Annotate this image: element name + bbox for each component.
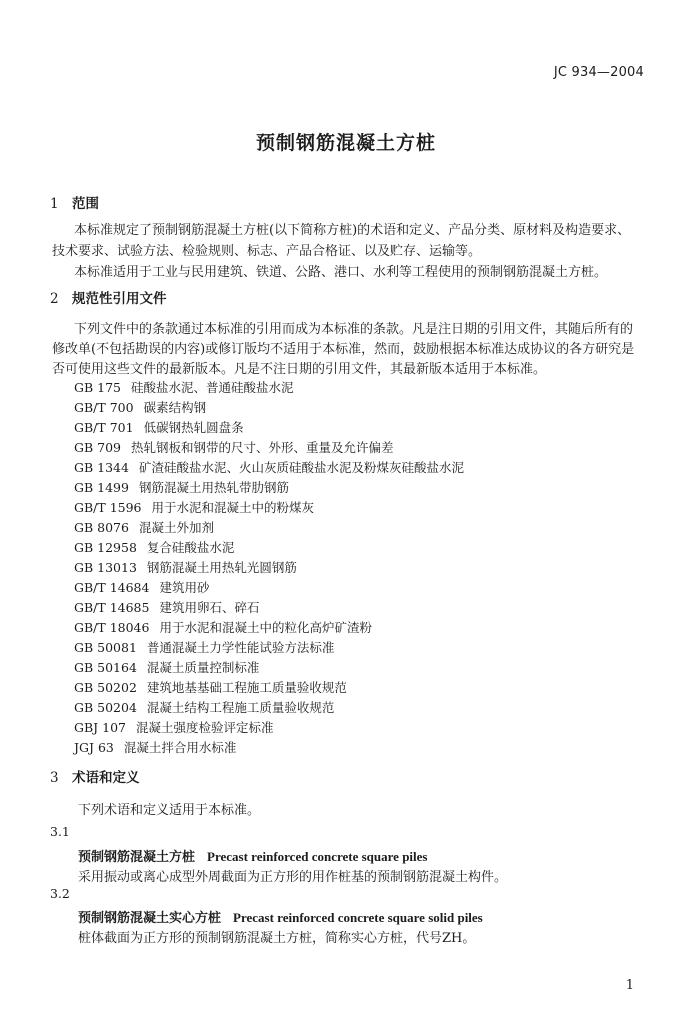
term-english: Precast reinforced concrete square solid piles: [233, 910, 483, 925]
reference-title: 复合硅酸盐水泥: [146, 540, 235, 555]
reference-code: GB 175: [74, 380, 122, 395]
reference-code: GB/T 18046: [74, 620, 150, 635]
reference-code: GB 1344: [74, 460, 129, 475]
reference-title: 建筑用砂: [159, 580, 210, 595]
scope-paragraph-2: 本标准适用于工业与民用建筑、铁道、公路、港口、水利等工程使用的预制钢筋混凝土方桩。: [74, 265, 608, 280]
reference-item: [74, 458, 464, 476]
reference-item: [74, 678, 347, 696]
section-3-title: 术语和定义: [72, 770, 140, 786]
section-2-heading: [50, 287, 167, 307]
references-paragraph-line-3: 否可使用这些文件的最新版本。凡是不注日期的引用文件，其最新版本适用于本标准。: [52, 362, 547, 377]
term-heading: [78, 907, 483, 926]
reference-title: 钢筋混凝土用热轧带肋钢筋: [138, 480, 289, 495]
reference-item: [74, 698, 334, 716]
reference-title: 碳素结构钢: [143, 400, 207, 415]
term-chinese: 预制钢筋混凝土实心方桩: [78, 911, 222, 926]
term-definition: 采用振动或离心成型外周截面为正方形的用作桩基的预制钢筋混凝土构件。: [78, 870, 508, 885]
reference-item: [74, 398, 206, 416]
reference-title: 混凝土强度检验评定标准: [136, 720, 274, 735]
reference-code: GB 1499: [74, 480, 129, 495]
section-3-heading: [50, 766, 140, 786]
standard-code-header: JC 934—2004: [553, 65, 644, 80]
term-heading: [78, 846, 427, 865]
reference-title: 热轧钢板和钢带的尺寸、外形、重量及允许偏差: [131, 440, 394, 455]
reference-item: [74, 658, 259, 676]
reference-code: JGJ 63: [74, 740, 114, 755]
references-paragraph-line-1: 下列文件中的条款通过本标准的引用而成为本标准的条款。凡是注日期的引用文件，其随后所有的: [74, 322, 634, 337]
section-3-number: 3: [50, 770, 59, 786]
reference-title: 低碳钢热轧圆盘条: [143, 420, 244, 435]
reference-title: 钢筋混凝土用热轧光圆钢筋: [146, 560, 297, 575]
terms-intro: 下列术语和定义适用于本标准。: [78, 803, 261, 818]
reference-code: GB 50204: [74, 700, 137, 715]
reference-code: GB 13013: [74, 560, 137, 575]
reference-code: GB/T 1596: [74, 500, 142, 515]
reference-code: GB 8076: [74, 520, 129, 535]
reference-item: [74, 418, 244, 436]
reference-item: [74, 498, 314, 516]
references-paragraph-line-2: 修改单(不包括勘误的内容)或修订版均不适用于本标准，然而，鼓励根据本标准达成协议的各方研究是: [52, 342, 635, 357]
term-english: Precast reinforced concrete square piles: [207, 849, 428, 864]
reference-title: 混凝土质量控制标准: [146, 660, 260, 675]
reference-code: GB 50202: [74, 680, 137, 695]
reference-code: GB/T 701: [74, 420, 134, 435]
reference-item: [74, 718, 274, 736]
reference-title: 普通混凝土力学性能试验方法标准: [146, 640, 335, 655]
section-1-heading: [50, 192, 99, 212]
reference-title: 建筑用卵石、碎石: [159, 600, 260, 615]
reference-item: [74, 598, 259, 616]
term-chinese: 预制钢筋混凝土方桩: [78, 850, 196, 865]
section-2-title: 规范性引用文件: [72, 291, 167, 307]
section-1-number: 1: [50, 196, 59, 212]
reference-item: [74, 478, 289, 496]
section-1-title: 范围: [72, 196, 99, 212]
reference-code: GBJ 107: [74, 720, 127, 735]
reference-code: GB/T 14685: [74, 600, 150, 615]
reference-code: GB 12958: [74, 540, 137, 555]
reference-item: [74, 578, 209, 596]
reference-code: GB 709: [74, 440, 122, 455]
term-number: 3.2: [50, 886, 70, 901]
reference-code: GB 50081: [74, 640, 137, 655]
reference-item: [74, 738, 236, 756]
term-number: 3.1: [50, 824, 70, 839]
scope-paragraph-1-line-2: 技术要求、试验方法、检验规则、标志、产品合格证、以及贮存、运输等。: [52, 244, 482, 259]
reference-title: 混凝土外加剂: [138, 520, 214, 535]
reference-item: [74, 378, 294, 396]
section-2-number: 2: [50, 291, 59, 307]
reference-title: 用于水泥和混凝土中的粒化高炉矿渣粉: [159, 620, 372, 635]
reference-item: [74, 618, 372, 636]
reference-item: [74, 638, 334, 656]
reference-title: 矿渣硅酸盐水泥、火山灰质硅酸盐水泥及粉煤灰硅酸盐水泥: [138, 460, 464, 475]
reference-item: [74, 558, 297, 576]
reference-code: GB/T 14684: [74, 580, 150, 595]
reference-title: 混凝土结构工程施工质量验收规范: [146, 700, 335, 715]
reference-title: 建筑地基基础工程施工质量验收规范: [146, 680, 347, 695]
page-number: 1: [625, 978, 634, 993]
reference-item: [74, 438, 394, 456]
reference-code: GB/T 700: [74, 400, 134, 415]
scope-paragraph-1-line-1: 本标准规定了预制钢筋混凝土方桩(以下简称方桩)的术语和定义、产品分类、原材料及构造要求、: [74, 223, 631, 238]
reference-title: 硅酸盐水泥、普通硅酸盐水泥: [131, 380, 294, 395]
reference-item: [74, 518, 214, 536]
document-title: 预制钢筋混凝土方桩: [255, 132, 436, 154]
reference-item: [74, 538, 234, 556]
reference-title: 用于水泥和混凝土中的粉煤灰: [151, 500, 315, 515]
reference-title: 混凝土拌合用水标准: [123, 740, 237, 755]
term-definition: 桩体截面为正方形的预制钢筋混凝土方桩，简称实心方桩，代号ZH。: [78, 931, 476, 946]
reference-code: GB 50164: [74, 660, 137, 675]
